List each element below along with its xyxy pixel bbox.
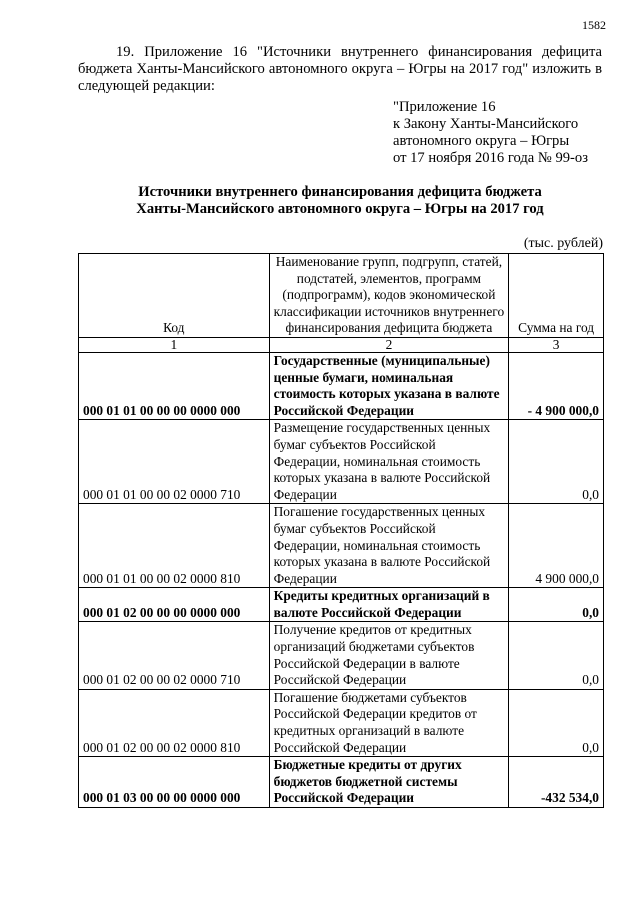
row-code: 000 01 01 00 00 02 0000 810 (79, 504, 270, 588)
table-row (79, 352, 604, 419)
document-title (78, 184, 602, 218)
table-row (79, 504, 604, 588)
units-label: (тыс. рублей) (523, 236, 603, 251)
row-name: Кредиты кредитных организаций в валюте Российской Федерации (269, 588, 509, 622)
row-code: 000 01 02 00 00 02 0000 710 (79, 622, 270, 689)
row-name: Размещение государственных ценных бумаг субъектов Российской Федерации, номинальная стоимость которых указана в валюте Российской Федерации (269, 420, 509, 504)
intro-paragraph: 19. Приложение 16 "Источники внутреннего финансирования дефицита бюджета Ханты-Мансийского автономного округа – Югры на 2017 год" изложить в следующей редакции: (78, 44, 602, 94)
appendix-line: автономного округа – Югры (393, 133, 570, 149)
row-name: Погашение бюджетами субъектов Российской Федерации кредитов от кредитных организаций в валюте Российской Федерации (269, 689, 509, 756)
column-number-row (79, 337, 604, 352)
table-row (79, 420, 604, 504)
table-row (79, 757, 604, 808)
row-sum: 0,0 (509, 689, 604, 756)
row-code: 000 01 01 00 00 02 0000 710 (79, 420, 270, 504)
table-body (79, 352, 604, 807)
column-number: 1 (79, 337, 270, 352)
header-sum: Сумма на год (509, 254, 604, 338)
header-code: Код (79, 254, 270, 338)
appendix-line: "Приложение 16 (393, 99, 496, 115)
row-code: 000 01 02 00 00 02 0000 810 (79, 689, 270, 756)
row-code: 000 01 03 00 00 00 0000 000 (79, 757, 270, 808)
table-row (79, 622, 604, 689)
row-name: Получение кредитов от кредитных организаций бюджетами субъектов Российской Федерации в валюте Российской Федерации (269, 622, 509, 689)
appendix-reference (393, 99, 613, 167)
column-number: 2 (269, 337, 509, 352)
header-name: Наименование групп, подгрупп, статей, подстатей, элементов, программ (подпрограмм), кодов экономической классификации источников внутреннего финансирования дефицита бюджета (269, 254, 509, 338)
row-sum: 0,0 (509, 622, 604, 689)
page-number: 1582 (582, 18, 606, 32)
row-name: Погашение государственных ценных бумаг субъектов Российской Федерации, номинальная стоимость которых указана в валюте Российской Федерации (269, 504, 509, 588)
row-sum: 0,0 (509, 420, 604, 504)
column-number: 3 (509, 337, 604, 352)
row-name: Государственные (муниципальные) ценные бумаги, номинальная стоимость которых указана в валюте Российской Федерации (269, 352, 509, 419)
row-sum: - 4 900 000,0 (509, 352, 604, 419)
row-sum: -432 534,0 (509, 757, 604, 808)
appendix-line: к Закону Ханты-Мансийского (393, 116, 579, 132)
financing-sources-table (78, 253, 604, 808)
title-line: Источники внутреннего финансирования дефицита бюджета (138, 184, 542, 200)
row-code: 000 01 01 00 00 00 0000 000 (79, 352, 270, 419)
title-line: Ханты-Мансийского автономного округа – Югры на 2017 год (136, 201, 544, 217)
row-sum: 0,0 (509, 588, 604, 622)
table-row (79, 689, 604, 756)
table-row (79, 588, 604, 622)
row-code: 000 01 02 00 00 00 0000 000 (79, 588, 270, 622)
appendix-line: от 17 ноября 2016 года № 99-оз (393, 150, 588, 166)
row-sum: 4 900 000,0 (509, 504, 604, 588)
table-header-row (79, 254, 604, 338)
row-name: Бюджетные кредиты от других бюджетов бюджетной системы Российской Федерации (269, 757, 509, 808)
